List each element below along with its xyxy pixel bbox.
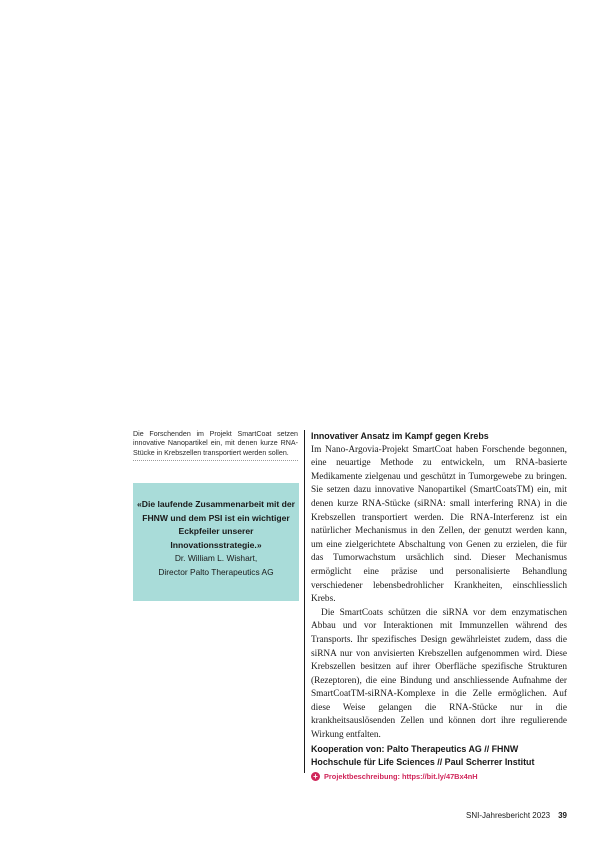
quote-organization: Director Palto Therapeutics AG	[158, 566, 274, 577]
quote-box	[133, 483, 299, 601]
image-caption: Die Forschenden im Projekt SmartCoat setzen innovative Nanopartikel ein, mit denen kurze RNA-Stücke in Krebszellen transportiert werden sollen.	[133, 430, 298, 457]
column-divider	[304, 430, 305, 773]
publication-title: SNI-Jahresbericht 2023	[466, 811, 551, 820]
caption-divider	[133, 460, 298, 461]
project-link-text[interactable]: Projektbeschreibung: https://bit.ly/47Bx4nH	[324, 771, 478, 781]
page-footer	[466, 811, 567, 820]
article-paragraph: Im Nano-Argovia-Projekt SmartCoat haben Forschende begonnen, eine neuartige Methode zu entwickeln, um RNA-basierte Medikamente zielgenau und geschützt in Tumorgewebe zu bringen. Sie setzen dazu innovative Nanopartikel (SmartCoatsTM) ein, mit denen kurze RNA-Stücke (siRNA: small interfering RNA) in die Krebszellen transportiert werden. Die RNA-Interferenz ist ein natürlicher Mechanismus in den Zellen, der genutzt werden kann, um eine zielgerichtete Abschaltung von Genen zu erzielen, die für das Tumorwachstum ursächlich sind. Dieser Mechanismus ermöglicht eine präzise und personalisierte Behandlung verschiedener lebensbedrohlicher Krankheiten, einschliesslich Krebs.	[311, 444, 567, 605]
page-number: 39	[558, 811, 567, 820]
quote-text: «Die laufende Zusammenarbeit mit der FHNW und dem PSI ist ein wichtiger Eckpfeiler unserer Innovationsstrategie.»	[136, 499, 296, 550]
article	[311, 430, 567, 781]
article-paragraph: Die SmartCoats schützen die siRNA vor dem enzymatischen Abbau und vor Interaktionen mit Immunzellen während des Transports. Ihr spezifisches Design gewährleistet zudem, dass die siRNA nur von anvisierten Krebszellen aufgenommen wird. Diese Krebszellen besitzen auf ihrer Oberfläche spezifische Strukturen (Rezeptoren), die eine Bindung und anschliessende Aufnahme der SmartCoatTM-siRNA-Komplexe in die Zelle ermöglichen. Auf diese Weise gelangen die RNA-Stücke nur in die krankheitsauslösenden Zellen und können dort ihre regulierende Wirkung entfalten.	[311, 607, 567, 741]
cooperation-credits: Kooperation von: Palto Therapeutics AG // FHNW Hochschule für Life Sciences // Paul Scherrer Institut	[311, 743, 535, 768]
plus-circle-icon: +	[311, 772, 320, 781]
quote-author: Dr. William L. Wishart,	[174, 553, 258, 564]
project-link[interactable]	[311, 772, 567, 781]
article-heading: Innovativer Ansatz im Kampf gegen Krebs	[311, 431, 489, 441]
